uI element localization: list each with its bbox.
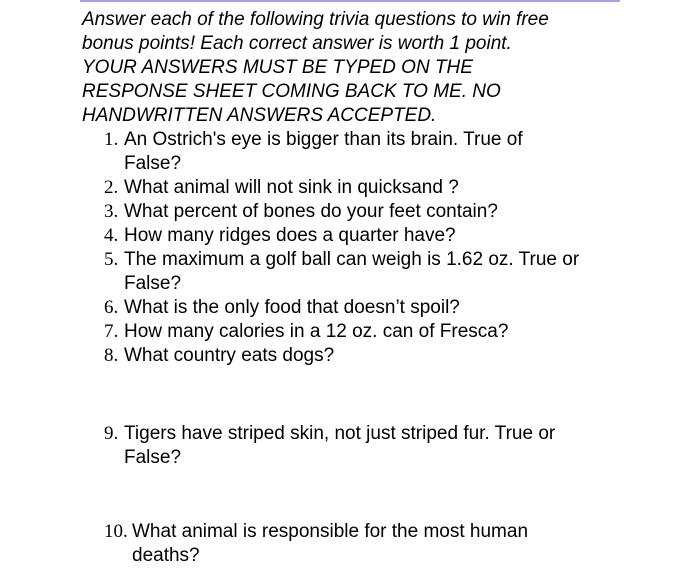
question-item (104, 128, 644, 176)
question-text: An Ostrich's eye is bigger than its brain. True of False? (124, 129, 523, 174)
question-text: How many ridges does a quarter have? (124, 225, 456, 246)
question-text: How many calories in a 12 oz. can of Fresca? (124, 321, 509, 342)
question-number: 6. (104, 297, 119, 318)
question-item (104, 422, 644, 470)
question-item (104, 344, 644, 368)
instructions-line: HANDWRITTEN ANSWERS ACCEPTED. (82, 105, 437, 126)
question-number: 3. (104, 201, 119, 222)
question-text: Tigers have striped skin, not just striped fur. True or False? (124, 423, 556, 468)
question-number: 2. (104, 177, 119, 198)
question-number: 5. (104, 249, 119, 270)
instructions-line: RESPONSE SHEET COMING BACK TO ME. NO (82, 81, 501, 102)
question-number: 10. (104, 521, 128, 542)
question-item (104, 224, 644, 248)
question-item (104, 200, 644, 224)
question-item (104, 520, 644, 568)
question-number: 7. (104, 321, 119, 342)
instructions-line: bonus points! Each correct answer is worth 1 point. (82, 33, 512, 54)
instructions-line: YOUR ANSWERS MUST BE TYPED ON THE (82, 57, 473, 78)
question-text: The maximum a golf ball can weigh is 1.62 oz. True or False? (124, 249, 580, 294)
question-text: What animal will not sink in quicksand ? (124, 177, 459, 198)
question-number: 8. (104, 345, 119, 366)
question-text: What country eats dogs? (124, 345, 335, 366)
question-item (104, 248, 644, 296)
question-number: 4. (104, 225, 119, 246)
question-text: What percent of bones do your feet contain? (124, 201, 498, 222)
instructions-line: Answer each of the following trivia questions to win free (82, 9, 549, 30)
instructions (82, 8, 642, 128)
question-text: What is the only food that doesn’t spoil? (124, 297, 460, 318)
question-number: 9. (104, 423, 119, 444)
question-number: 1. (104, 129, 119, 150)
top-divider (80, 0, 620, 2)
question-item (104, 320, 644, 344)
question-text: What animal is responsible for the most human deaths? (132, 521, 529, 566)
question-item (104, 176, 644, 200)
question-item (104, 296, 644, 320)
